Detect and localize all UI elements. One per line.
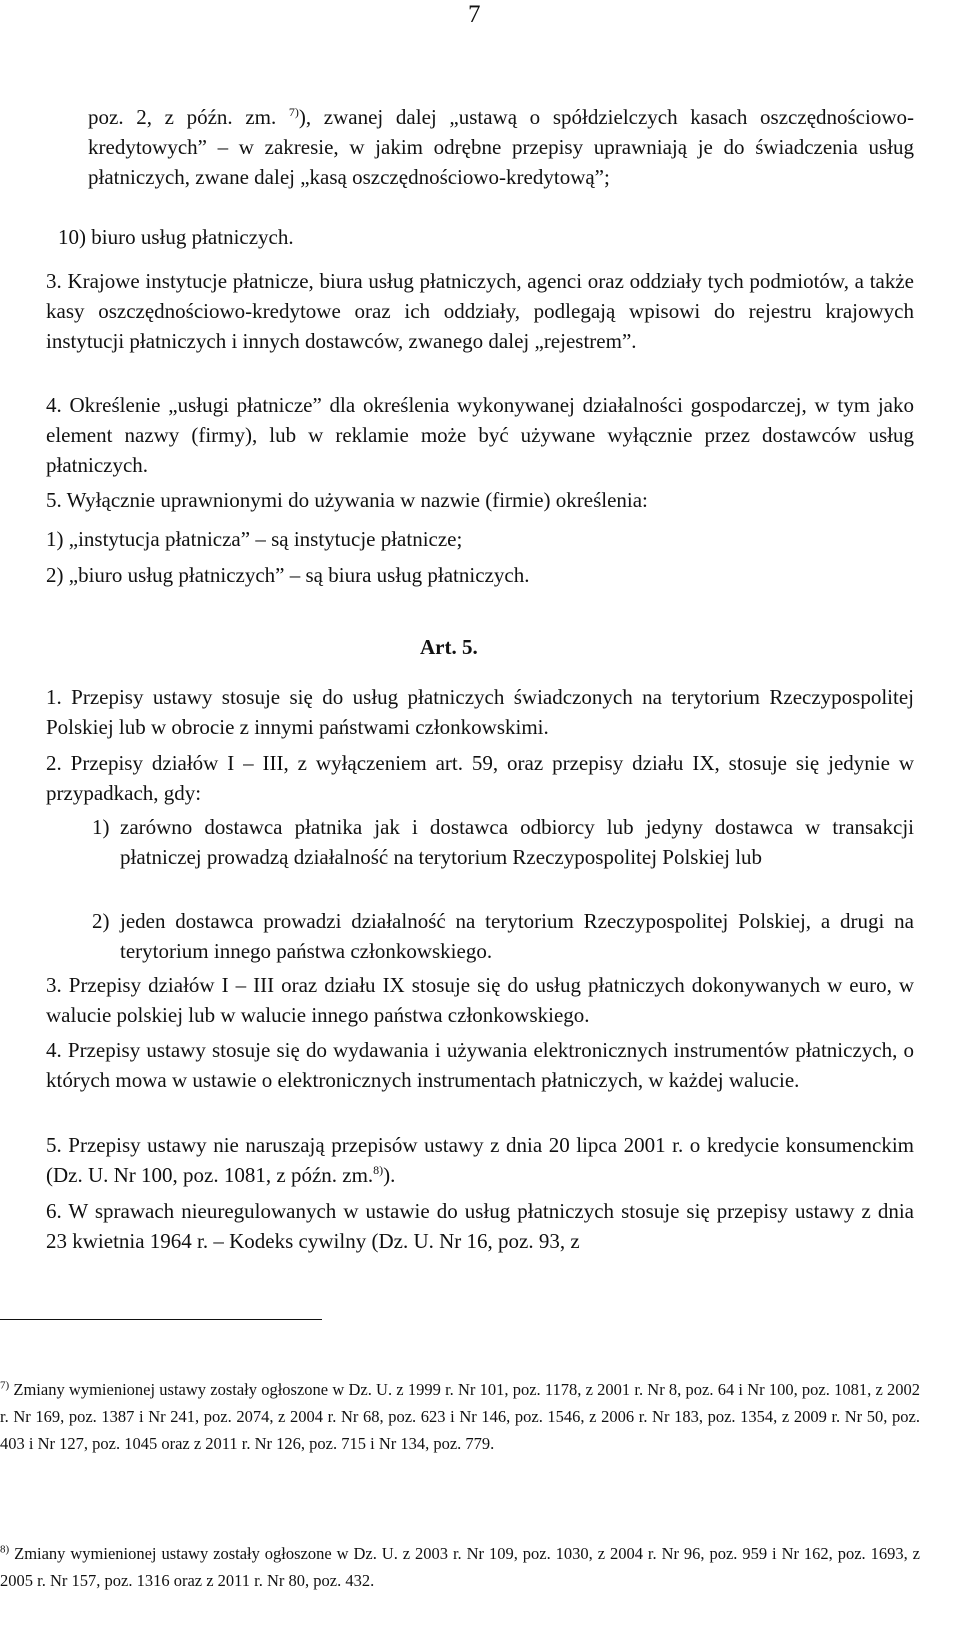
article-5-paragraph-5 xyxy=(46,1130,914,1190)
footnote-ref-7: 7) xyxy=(288,105,299,119)
footnote-separator xyxy=(0,1319,322,1320)
footnote-8 xyxy=(0,1540,920,1594)
article-heading xyxy=(420,632,478,662)
list-number: 1) xyxy=(92,815,110,839)
footnote-7 xyxy=(0,1376,920,1457)
paragraph-3: 3. Krajowe instytucje płatnicze, biura usług płatniczych, agenci oraz oddziały tych podmiotów, a także kasy oszczędnościowo-kredytowe oraz ich oddziały, podlegają wpisowi do rejestru krajowych instytucji płatniczych i innych dostawców, zwanego dalej „rejestrem”. xyxy=(46,269,914,353)
article-5-paragraph-4: 4. Przepisy ustawy stosuje się do wydawania i używania elektronicznych instrumentów płatniczych, o których mowa w ustawie o elektronicznych instrumentach płatniczych, w każdej walucie. xyxy=(46,1038,914,1092)
paragraph-continuation-start: poz. 2, z późn. zm. xyxy=(88,105,277,129)
article-5-paragraph-3: 3. Przepisy działów I – III oraz działu IX stosuje się do usług płatniczych dokonywanych w euro, w walucie polskiej lub w walucie innego państwa członkowskiego. xyxy=(46,973,914,1027)
footnote-mark: 7) xyxy=(0,1379,10,1392)
footnote-text: Zmiany wymienionej ustawy zostały ogłoszone w Dz. U. z 2003 r. Nr 109, poz. 1030, z 2004 r. Nr 96, poz. 959 i Nr 162, poz. 1693, z 2005 r. Nr 157, poz. 1316 oraz z 2011 r. Nr 80, poz. 432. xyxy=(0,1544,920,1590)
paragraph-continuation xyxy=(88,102,914,192)
list-item-10: 10) biuro usług płatniczych. xyxy=(58,225,294,249)
list-text: zarówno dostawca płatnika jak i dostawca odbiorcy lub jedyny dostawca w transakcji płatniczej prowadzą działalność na terytorium Rzeczypospolitej Polskiej lub xyxy=(120,815,914,869)
footnote-mark: 8) xyxy=(0,1543,10,1556)
list-item-5-2: 2) „biuro usług płatniczych” – są biura usług płatniczych. xyxy=(46,563,530,587)
list-text: jeden dostawca prowadzi działalność na terytorium Rzeczypospolitej Polskiej, a drugi na terytorium innego państwa członkowskiego. xyxy=(120,909,914,963)
article-5-paragraph-5-text: 5. Przepisy ustawy nie naruszają przepisów ustawy z dnia 20 lipca 2001 r. o kredycie konsumenckim (Dz. U. Nr 100, poz. 1081, z późn. zm. xyxy=(46,1133,914,1187)
article-5-paragraph-1: 1. Przepisy ustawy stosuje się do usług płatniczych świadczonych na terytorium Rzeczypospolitej Polskiej lub w obrocie z innymi państwami członkowskimi. xyxy=(46,685,914,739)
article-5-paragraph-6: 6. W sprawach nieuregulowanych w ustawie do usług płatniczych stosuje się przepisy ustawy z dnia 23 kwietnia 1964 r. – Kodeks cywilny (Dz. U. Nr 16, poz. 93, z xyxy=(46,1199,914,1253)
page-number: 7 xyxy=(468,1,481,28)
list-number: 2) xyxy=(92,909,110,933)
footnote-text: Zmiany wymienionej ustawy zostały ogłoszone w Dz. U. z 1999 r. Nr 101, poz. 1178, z 2001 r. Nr 8, poz. 64 i Nr 100, poz. 1081, z 2002 r. Nr 169, poz. 1387 i Nr 241, poz. 2074, z 2004 r. Nr 68, poz. 623 i Nr 146, poz. 1546, z 2006 r. Nr 183, poz. 1354, z 2009 r. Nr 50, poz. 403 i Nr 127, poz. 1045 oraz z 2011 r. Nr 126, poz. 715 i Nr 134, poz. 779. xyxy=(0,1380,920,1453)
article-5-paragraph-2: 2. Przepisy działów I – III, z wyłączeniem art. 59, oraz przepisy działu IX, stosuje się jedynie w przypadkach, gdy: xyxy=(46,751,914,805)
paragraph-5: 5. Wyłącznie uprawnionymi do używania w nazwie (firmie) określenia: xyxy=(46,488,648,512)
article-heading-text: Art. 5. xyxy=(420,635,478,659)
footnote-ref-8: 8) xyxy=(373,1163,384,1177)
paragraph-continuation-rest: ), zwanej dalej „ustawą o spółdzielczych kasach oszczędnościowo-kredytowych” – w zakresie, w jakim odrębne przepisy uprawniają je do świadczenia usług płatniczych, zwane dalej „kasą oszczędnościowo-kredytową”; xyxy=(88,105,914,189)
list-item-5-1: 1) „instytucja płatnicza” – są instytucje płatnicze; xyxy=(46,527,463,551)
article-5-paragraph-5-end: ). xyxy=(383,1163,396,1187)
paragraph-4: 4. Określenie „usługi płatnicze” dla określenia wykonywanej działalności gospodarczej, w tym jako element nazwy (firmy), lub w reklamie może być używane wyłącznie przez dostawców usług płatniczych. xyxy=(46,393,914,477)
